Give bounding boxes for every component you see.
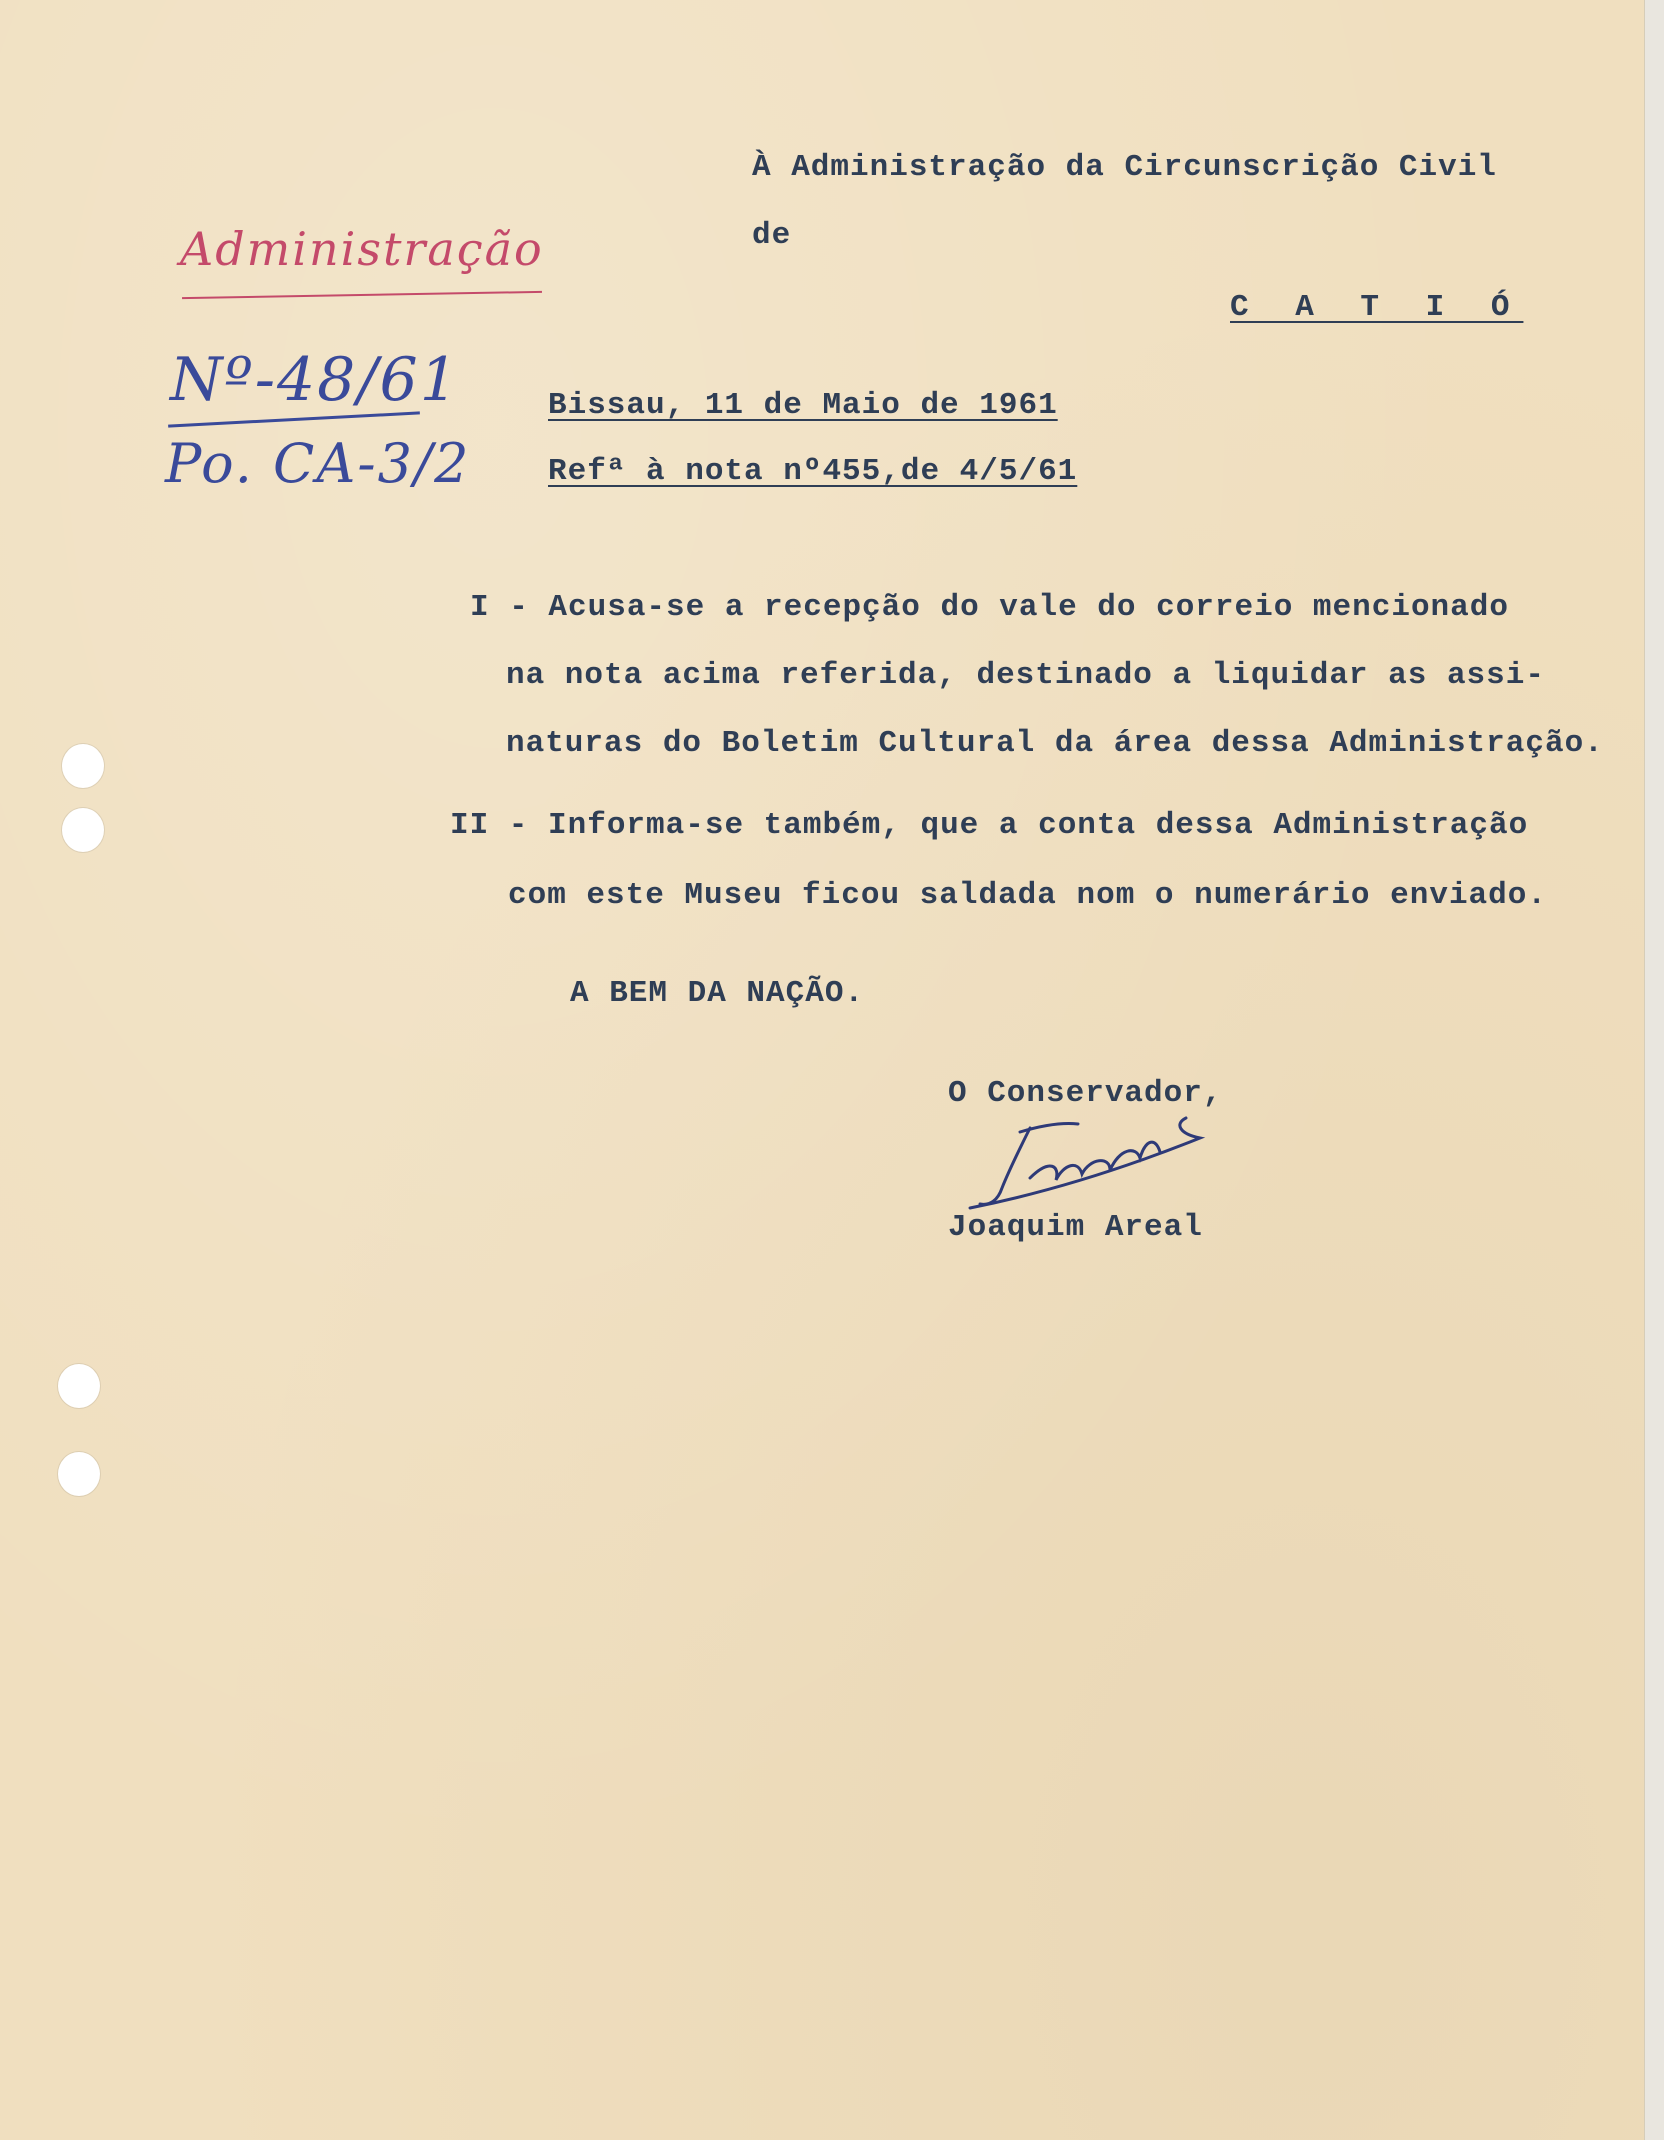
reference-line: Refª à nota nº455,de 4/5/61 [548, 454, 1078, 489]
paragraph-1-line-3: naturas do Boletim Cultural da área dessa Administração. [506, 726, 1604, 761]
closing-salutation: A BEM DA NAÇÃO. [570, 976, 865, 1011]
punch-hole-1 [62, 744, 104, 788]
signer-name: Joaquim Areal [948, 1210, 1203, 1245]
paragraph-1-line-1: I - Acusa-se a recepção do vale do correio mencionado [470, 590, 1509, 625]
date-line: Bissau, 11 de Maio de 1961 [548, 388, 1058, 423]
punch-hole-2 [62, 808, 104, 852]
addressee-line-2: de [752, 218, 792, 253]
punch-hole-4 [58, 1452, 100, 1496]
addressee-line-1: À Administração da Circunscrição Civil [752, 150, 1497, 185]
addressee-place: C A T I Ó [1230, 290, 1524, 325]
handwritten-signature [960, 1108, 1220, 1218]
blue-note-number: Nº-48/61 [170, 345, 460, 415]
red-pencil-note: Administração [180, 222, 544, 276]
signer-title: O Conservador, [948, 1076, 1223, 1111]
paragraph-2-line-1: II - Informa-se também, que a conta dessa Administração [450, 808, 1529, 843]
punch-hole-3 [58, 1364, 100, 1408]
red-note-underline [182, 291, 542, 299]
paragraph-2-line-2: com este Museu ficou saldada nom o numerário enviado. [508, 878, 1547, 913]
blue-note-process: Po. CA-3/2 [165, 432, 471, 495]
paragraph-1-line-2: na nota acima referida, destinado a liquidar as assi- [506, 658, 1545, 693]
scan-background-edge [1644, 0, 1664, 2140]
